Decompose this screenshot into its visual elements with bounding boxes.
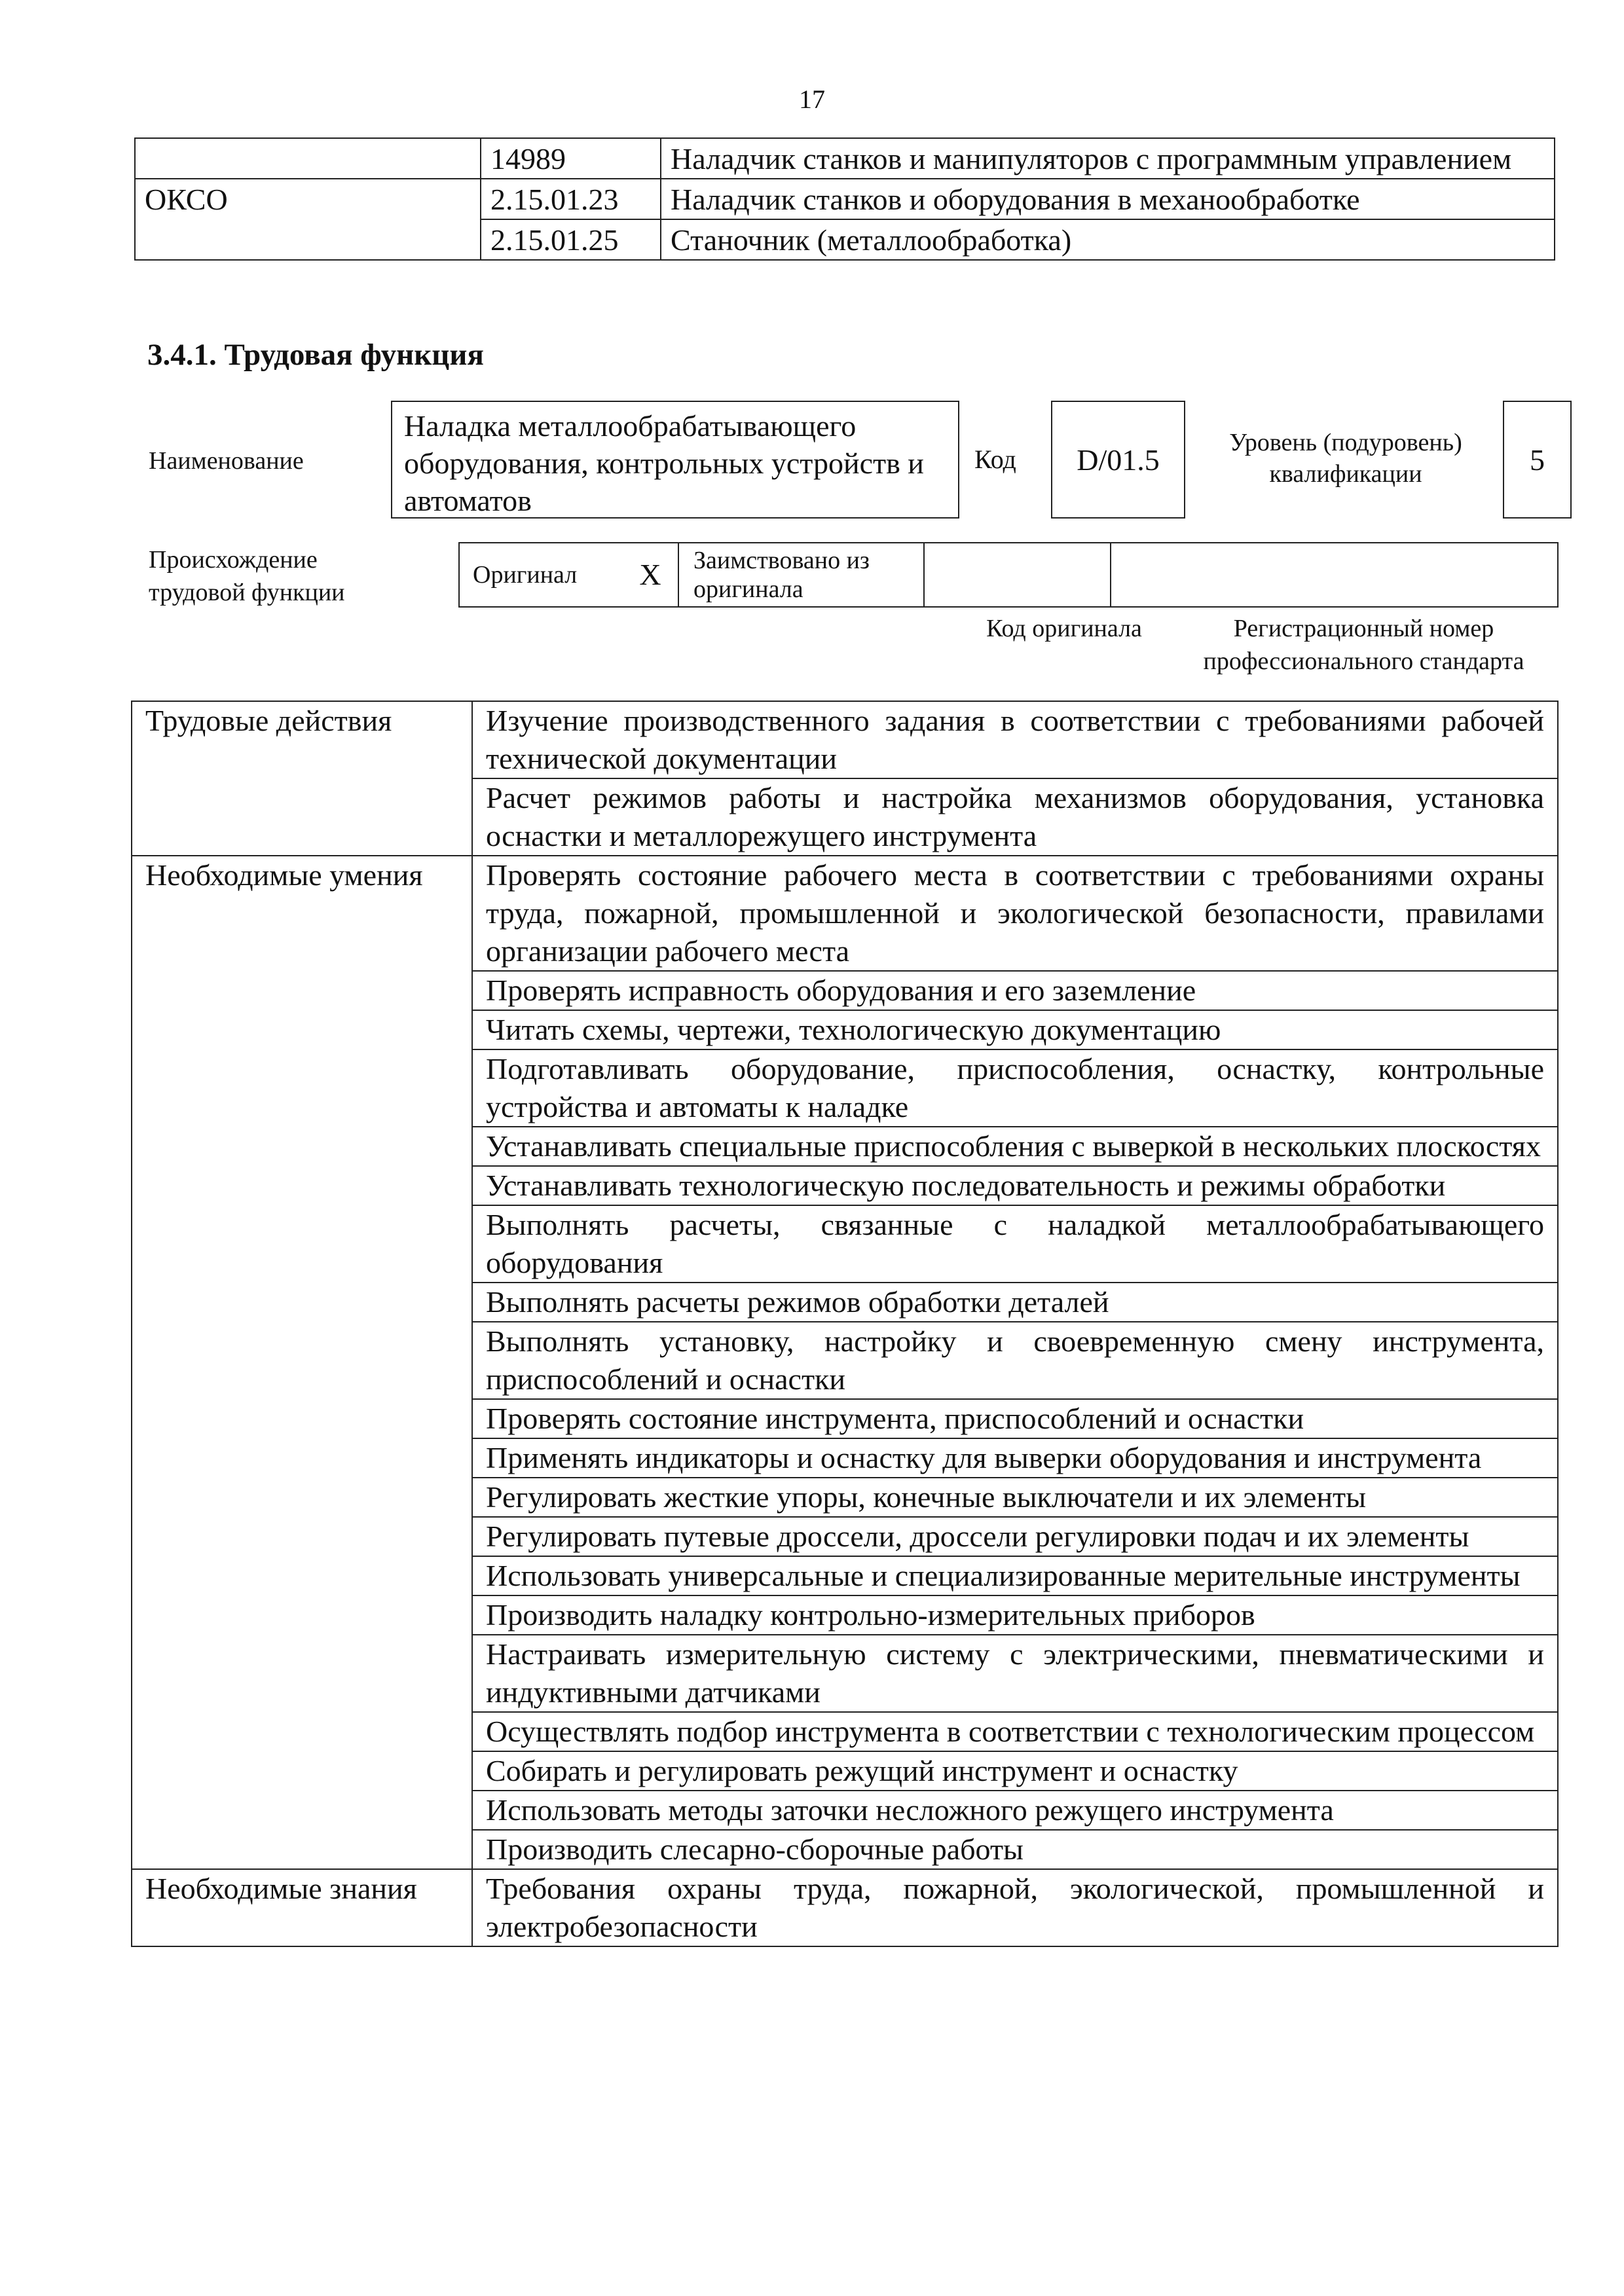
list-item: Расчет режимов работы и настройка механизмов оборудования, установка оснастки и металлорежущего инструмента — [472, 778, 1558, 856]
level-label: Уровень (подуровень) квалификации — [1229, 429, 1462, 488]
category-cell: Трудовые действия — [132, 701, 472, 856]
list-item: Использовать универсальные и специализированные мерительные инструменты — [472, 1556, 1558, 1595]
list-item: Настраивать измерительную систему с электрическими, пневматическими и индуктивными датчиками — [472, 1635, 1558, 1712]
list-item: Производить наладку контрольно-измерительных приборов — [472, 1595, 1558, 1635]
table-row — [132, 856, 1558, 971]
list-item: Выполнять установку, настройку и своевременную смену инструмента, приспособлений и оснастки — [472, 1322, 1558, 1399]
reg-caption: Регистрационный номер профессионального стандарта — [1203, 615, 1524, 675]
original-label: Оригинал — [459, 543, 623, 607]
table-row — [459, 543, 1558, 607]
original-mark: X — [623, 543, 678, 607]
reg-number-cell — [1111, 543, 1558, 607]
list-item: Устанавливать технологическую последовательность и режимы обработки — [472, 1166, 1558, 1205]
category-cell — [135, 138, 481, 179]
title-cell: Наладчик станков и манипуляторов с программным управлением — [661, 138, 1555, 179]
title-cell: Станочник (металлообработка) — [661, 219, 1555, 260]
name-label: Наименование — [149, 447, 304, 475]
list-item: Требования охраны труда, пожарной, экологической, промышленной и электробезопасности — [472, 1869, 1558, 1946]
list-item: Подготавливать оборудование, приспособления, оснастку, контрольные устройства и автоматы к наладке — [472, 1049, 1558, 1127]
table-row — [135, 138, 1555, 179]
list-item: Собирать и регулировать режущий инструмент и оснастку — [472, 1751, 1558, 1791]
section-title: 3.4.1. Трудовая функция — [147, 338, 484, 372]
table-row — [135, 179, 1555, 219]
code-cell: 2.15.01.23 — [481, 179, 661, 219]
list-item: Регулировать жесткие упоры, конечные выключатели и их элементы — [472, 1478, 1558, 1517]
list-item: Использовать методы заточки несложного режущего инструмента — [472, 1791, 1558, 1830]
list-item: Выполнять расчеты, связанные с наладкой металлообрабатывающего оборудования — [472, 1205, 1558, 1283]
category-cell: Необходимые знания — [132, 1869, 472, 1946]
code-label: Код — [974, 445, 1016, 474]
borrowed-label: Заимствовано из оригинала — [678, 543, 924, 607]
page-number: 17 — [799, 84, 825, 114]
code-cell: 2.15.01.25 — [481, 219, 661, 260]
category-cell: Необходимые умения — [132, 856, 472, 1869]
list-item: Выполнять расчеты режимов обработки деталей — [472, 1283, 1558, 1322]
list-item: Устанавливать специальные приспособления с выверкой в нескольких плоскостях — [472, 1127, 1558, 1166]
title-cell: Наладчик станков и оборудования в механообработке — [661, 179, 1555, 219]
table-row — [132, 701, 1558, 778]
qualification-level: 5 — [1503, 401, 1572, 519]
category-cell: ОКСО — [135, 179, 481, 260]
list-item: Регулировать путевые дроссели, дроссели регулировки подач и их элементы — [472, 1517, 1558, 1556]
origin-label: Происхождение трудовой функции — [149, 546, 345, 606]
original-code-cell — [924, 543, 1111, 607]
classification-table — [134, 137, 1555, 261]
code-cell: 14989 — [481, 138, 661, 179]
list-item: Читать схемы, чертежи, технологическую документацию — [472, 1010, 1558, 1049]
function-code: D/01.5 — [1051, 401, 1185, 519]
requirements-table — [131, 701, 1559, 1947]
list-item: Производить слесарно-сборочные работы — [472, 1830, 1558, 1869]
origin-table — [458, 542, 1559, 608]
code-caption: Код оригинала — [986, 615, 1142, 642]
list-item: Проверять состояние рабочего места в соответствии с требованиями охраны труда, пожарной, промышленной и экологической безопасности, правилами организации рабочего места — [472, 856, 1558, 971]
list-item: Применять индикаторы и оснастку для выверки оборудования и инструмента — [472, 1438, 1558, 1478]
list-item: Проверять состояние инструмента, приспособлений и оснастки — [472, 1399, 1558, 1438]
function-name: Наладка металлообрабатывающего оборудования, контрольных устройств и автоматов — [391, 401, 959, 519]
list-item: Изучение производственного задания в соответствии с требованиями рабочей технической документации — [472, 701, 1558, 778]
list-item: Проверять исправность оборудования и его заземление — [472, 971, 1558, 1010]
list-item: Осуществлять подбор инструмента в соответствии с технологическим процессом — [472, 1712, 1558, 1751]
table-row — [132, 1869, 1558, 1946]
